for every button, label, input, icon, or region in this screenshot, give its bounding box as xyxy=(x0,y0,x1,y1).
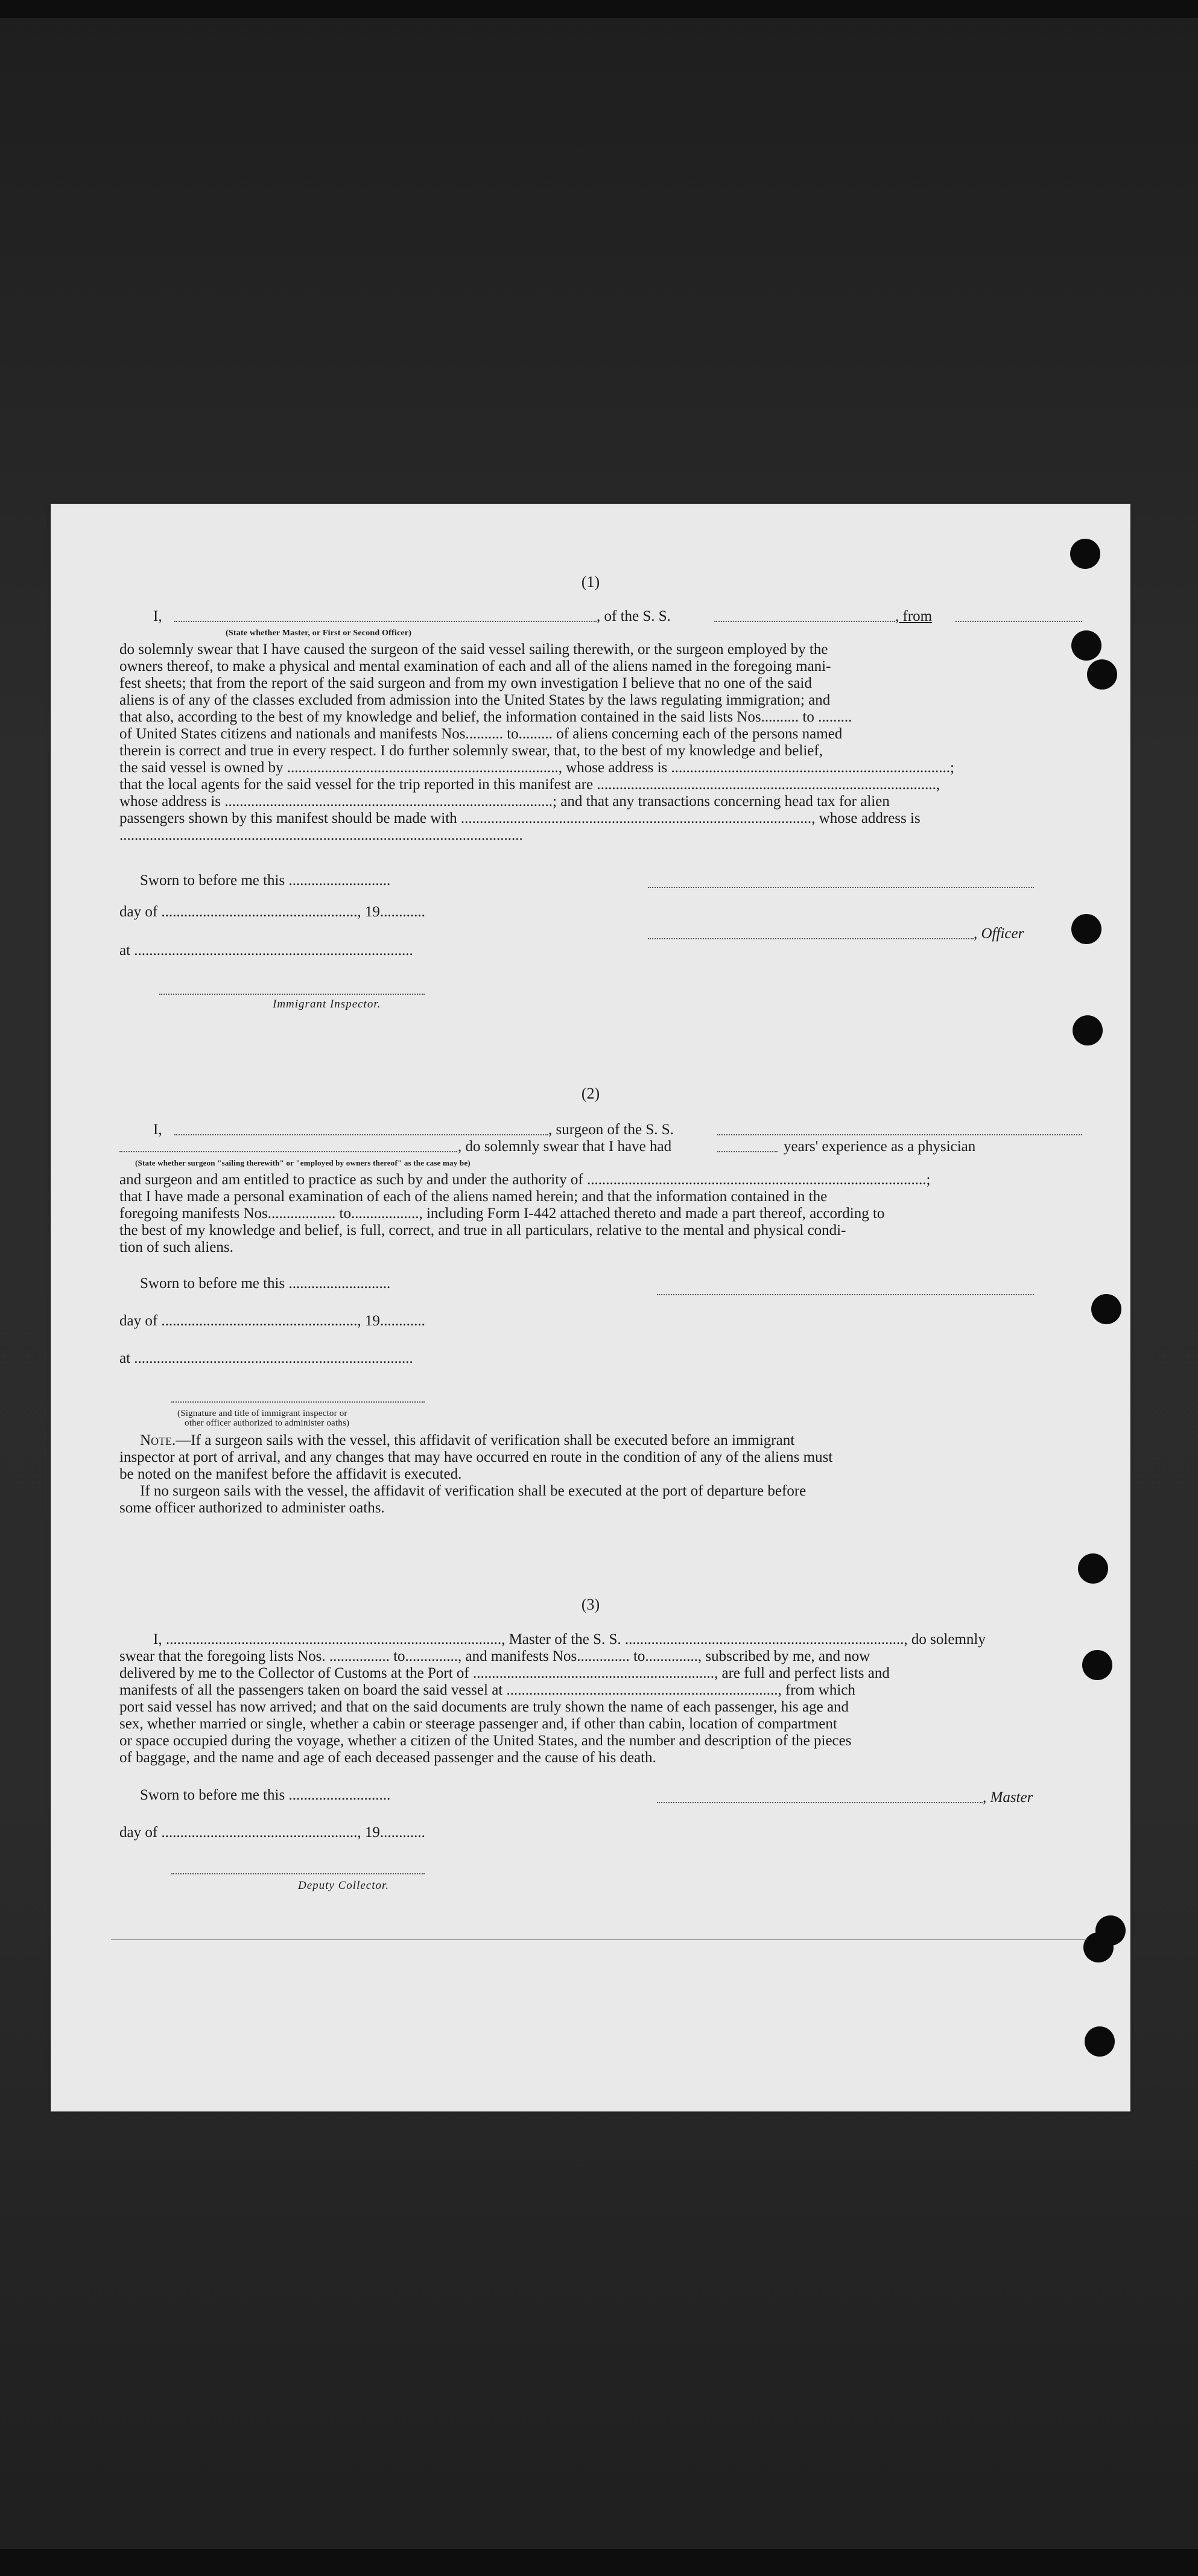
inspector-signature-line xyxy=(171,1401,425,1403)
note-line: be noted on the manifest before the affidavit is executed. xyxy=(119,1466,462,1482)
body-line: of baggage, and the name and age of each deceased passenger and the cause of his death. xyxy=(119,1750,656,1766)
punch-hole xyxy=(1091,1294,1121,1324)
from-label: , from xyxy=(895,608,933,624)
body-line: or space occupied during the voyage, whether a citizen of the United States, and the number and description of the pieces xyxy=(119,1733,852,1749)
surgeon-of-label: , surgeon of the S. S. xyxy=(548,1121,674,1138)
blank-name-line xyxy=(174,621,597,622)
punch-hole xyxy=(1070,539,1100,569)
sworn-line: Sworn to before me this ........................... xyxy=(140,872,391,889)
inspector-label: Immigrant Inspector. xyxy=(273,998,381,1010)
signature-note-1: (Signature and title of immigrant inspector or xyxy=(177,1409,347,1418)
section-1-i: I, xyxy=(153,608,162,624)
inspector-signature-line xyxy=(159,994,425,995)
section-3-number: (3) xyxy=(581,1596,600,1613)
punch-hole xyxy=(1078,1553,1108,1584)
note-line: inspector at port of arrival, and any changes that may have occurred en route in the condition of any of the aliens must xyxy=(119,1449,833,1465)
body-line: tion of such aliens. xyxy=(119,1239,233,1255)
day-line: day of ...................................................., 19............ xyxy=(119,1824,425,1841)
sworn-line: Sworn to before me this ........................... xyxy=(140,1275,391,1292)
day-line: day of ...................................................., 19............ xyxy=(119,1313,425,1329)
collector-signature-line xyxy=(171,1873,425,1874)
sworn-line: Sworn to before me this ........................... xyxy=(140,1787,391,1803)
note-label: Note. xyxy=(140,1432,176,1448)
section-2-number: (2) xyxy=(581,1085,600,1102)
punch-hole xyxy=(1082,1650,1112,1680)
blank-surgeon-name xyxy=(174,1134,548,1135)
body-line: aliens is of any of the classes excluded from admission into the United States by the laws regulating immigration; and xyxy=(119,692,831,708)
note-line: some officer authorized to administer oaths. xyxy=(119,1500,385,1516)
note-line xyxy=(140,1432,794,1449)
body-line: delivered by me to the Collector of Customs at the Port of ................................................................, are full and perfect lists and xyxy=(119,1665,890,1681)
swear-label: , do solemnly swear that I have had xyxy=(458,1138,672,1155)
blank-surgeon-type xyxy=(119,1151,457,1152)
body-line: sex, whether married or single, whether a cabin or steerage passenger and, if other than cabin, location of compartment xyxy=(119,1716,837,1732)
blank-ship-line xyxy=(717,1134,1082,1135)
body-line: that I have made a personal examination of each of the aliens named herein; and that the information contained in the xyxy=(119,1188,828,1205)
punch-hole xyxy=(1083,1932,1114,1962)
signature-line xyxy=(648,887,1034,888)
scan-top-edge xyxy=(0,0,1198,18)
state-note: (State whether Master, or First or Second Officer) xyxy=(226,629,412,638)
section-1-number: (1) xyxy=(581,573,600,591)
punch-hole xyxy=(1071,914,1101,944)
day-line: day of ...................................................., 19............ xyxy=(119,904,425,920)
scan-bottom-edge xyxy=(0,2549,1198,2576)
body-line: port said vessel has now arrived; and that on the said documents are truly shown the name of each passenger, his age and xyxy=(119,1699,849,1715)
body-line: and surgeon and am entitled to practice as such by and under the authority of ..........................................................................................; xyxy=(119,1172,931,1188)
body-line: ........................................................................................................... xyxy=(119,827,523,843)
collector-label: Deputy Collector. xyxy=(298,1879,390,1892)
body-line: the said vessel is owned by ........................................................................, whose address is ..........................................................................; xyxy=(119,760,954,776)
signature-note-2: other officer authorized to administer oaths) xyxy=(185,1418,350,1428)
body-line: manifests of all the passengers taken on board the said vessel at ........................................................................, from which xyxy=(119,1682,855,1698)
punch-hole xyxy=(1087,659,1117,690)
of-ss-label: , of the S. S. xyxy=(597,608,671,624)
officer-signature-line xyxy=(648,938,974,939)
body-line: passengers shown by this manifest should be made with ............................................................................................., whose address is xyxy=(119,810,921,826)
body-line: of United States citizens and nationals and manifests Nos.......... to......... of aliens concerning each of the persons named xyxy=(119,726,843,742)
punch-hole xyxy=(1073,1015,1103,1045)
body-line: that also, according to the best of my knowledge and belief, the information contained in the said lists Nos.......... to ......... xyxy=(119,709,852,725)
body-line: that the local agents for the said vessel for the trip reported in this manifest are .........................................................................................., xyxy=(119,776,940,793)
affidavit-sheet xyxy=(51,504,1130,2111)
blank-years xyxy=(717,1151,778,1152)
note-text: —If a surgeon sails with the vessel, this affidavit of verification shall be executed before an immigrant xyxy=(176,1432,795,1448)
body-line: owners thereof, to make a physical and mental examination of each and all of the aliens named in the foregoing mani- xyxy=(119,658,831,674)
note-line: If no surgeon sails with the vessel, the affidavit of verification shall be executed at the port of departure before xyxy=(140,1483,807,1499)
body-line: the best of my knowledge and belief, is full, correct, and true in all particulars, relative to the mental and physical condi- xyxy=(119,1222,846,1239)
section-2-i: I, xyxy=(153,1121,162,1138)
punch-hole xyxy=(1071,630,1101,661)
body-line: therein is correct and true in every respect. I do further solemnly swear, that, to the best of my knowledge and belief, xyxy=(119,743,823,759)
body-line: swear that the foregoing lists Nos. ................ to.............., and manifests Nos.............. to.............., subscribed by me, and now xyxy=(119,1648,870,1664)
blank-ship-line xyxy=(714,621,895,622)
body-line: do solemnly swear that I have caused the surgeon of the said vessel sailing therewith, or the surgeon employed by the xyxy=(119,641,828,658)
body-line: whose address is .......................................................................................; and that any transactions concerning head tax for alien xyxy=(119,793,890,810)
punch-hole xyxy=(1085,2026,1115,2057)
master-label: , Master xyxy=(983,1789,1033,1806)
body-line: foregoing manifests Nos.................. to.................., including Form I-442 attached thereto and made a part thereof, according to xyxy=(119,1205,885,1222)
at-line: at .......................................................................... xyxy=(119,1350,413,1366)
master-signature-line xyxy=(657,1802,983,1803)
body-line: I, ........................................................................................., Master of the S. S. .........................................................................., do solemnly xyxy=(153,1631,986,1648)
blank-port-line xyxy=(956,621,1082,622)
signature-line xyxy=(657,1294,1034,1295)
years-label: years' experience as a physician xyxy=(784,1138,976,1155)
officer-label: , Officer xyxy=(974,925,1024,942)
body-line: fest sheets; that from the report of the said surgeon and from my own investigation I believe that no one of the said xyxy=(119,675,812,691)
surgeon-state-note: (State whether surgeon "sailing therewith" or "employed by owners thereof" as the case may be) xyxy=(135,1158,471,1167)
at-line: at .......................................................................... xyxy=(119,942,413,959)
